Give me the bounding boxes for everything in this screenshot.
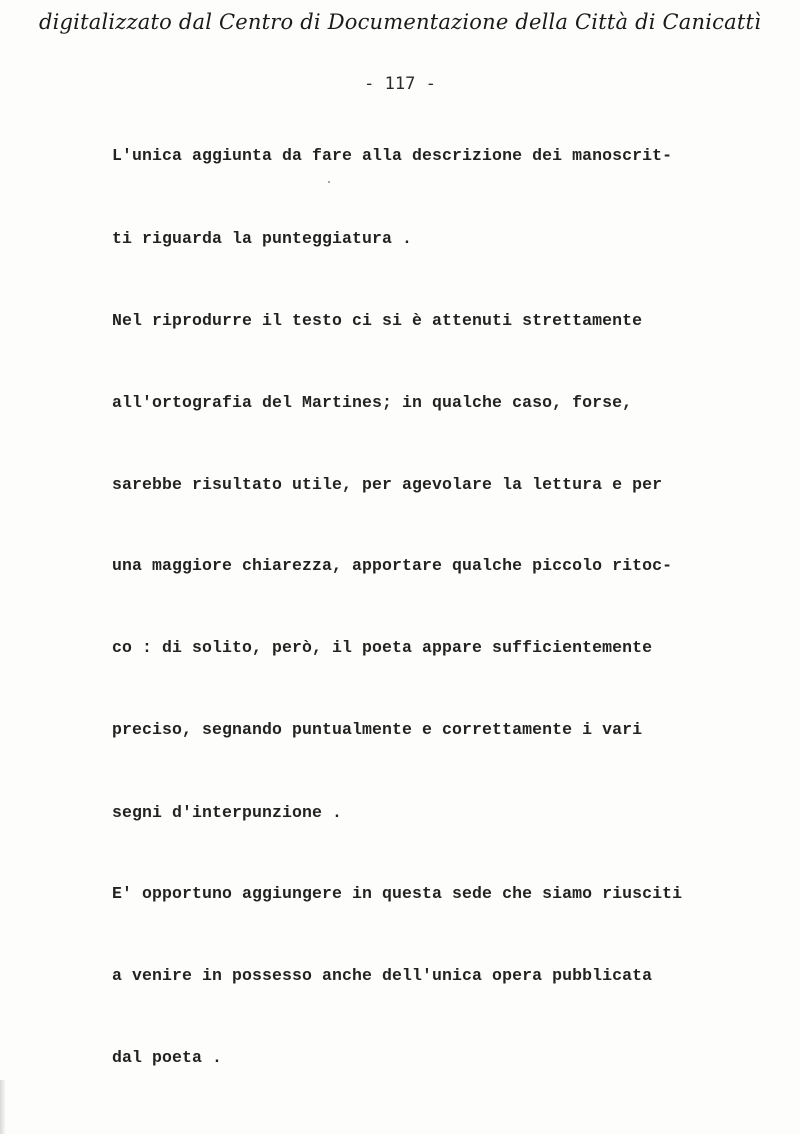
scan-edge-shadow: [0, 1080, 6, 1134]
text-line: sarebbe risultato utile, per agevolare la lettura e per: [112, 475, 663, 494]
text-line: a venire in possesso anche dell'unica opera pubblicata: [112, 966, 653, 985]
page-number: - 117 -: [364, 74, 436, 94]
digitization-watermark: digitalizzato dal Centro di Documentazione della Città di Canicattì: [38, 10, 762, 34]
text-line: L'unica aggiunta da fare alla descrizione dei manoscrit-: [112, 146, 673, 165]
text-line: dal poeta .: [112, 1048, 223, 1067]
text-line: segni d'interpunzione .: [112, 803, 343, 822]
text-line: E' opportuno aggiungere in questa sede che siamo riusciti: [112, 884, 683, 903]
text-line: una maggiore chiarezza, apportare qualche piccolo ritoc-: [112, 556, 673, 575]
text-line: ti riguarda la punteggiatura .: [112, 229, 413, 248]
text-line: all'ortografia del Martines; in qualche caso, forse,: [112, 393, 633, 412]
text-line: preciso, segnando puntualmente e correttamente i vari: [112, 720, 643, 739]
paper-speck: [328, 181, 330, 183]
text-line: Nel riprodurre il testo ci si è attenuti strettamente: [112, 311, 643, 330]
text-line: co : di solito, però, il poeta appare sufficientemente: [112, 638, 653, 657]
